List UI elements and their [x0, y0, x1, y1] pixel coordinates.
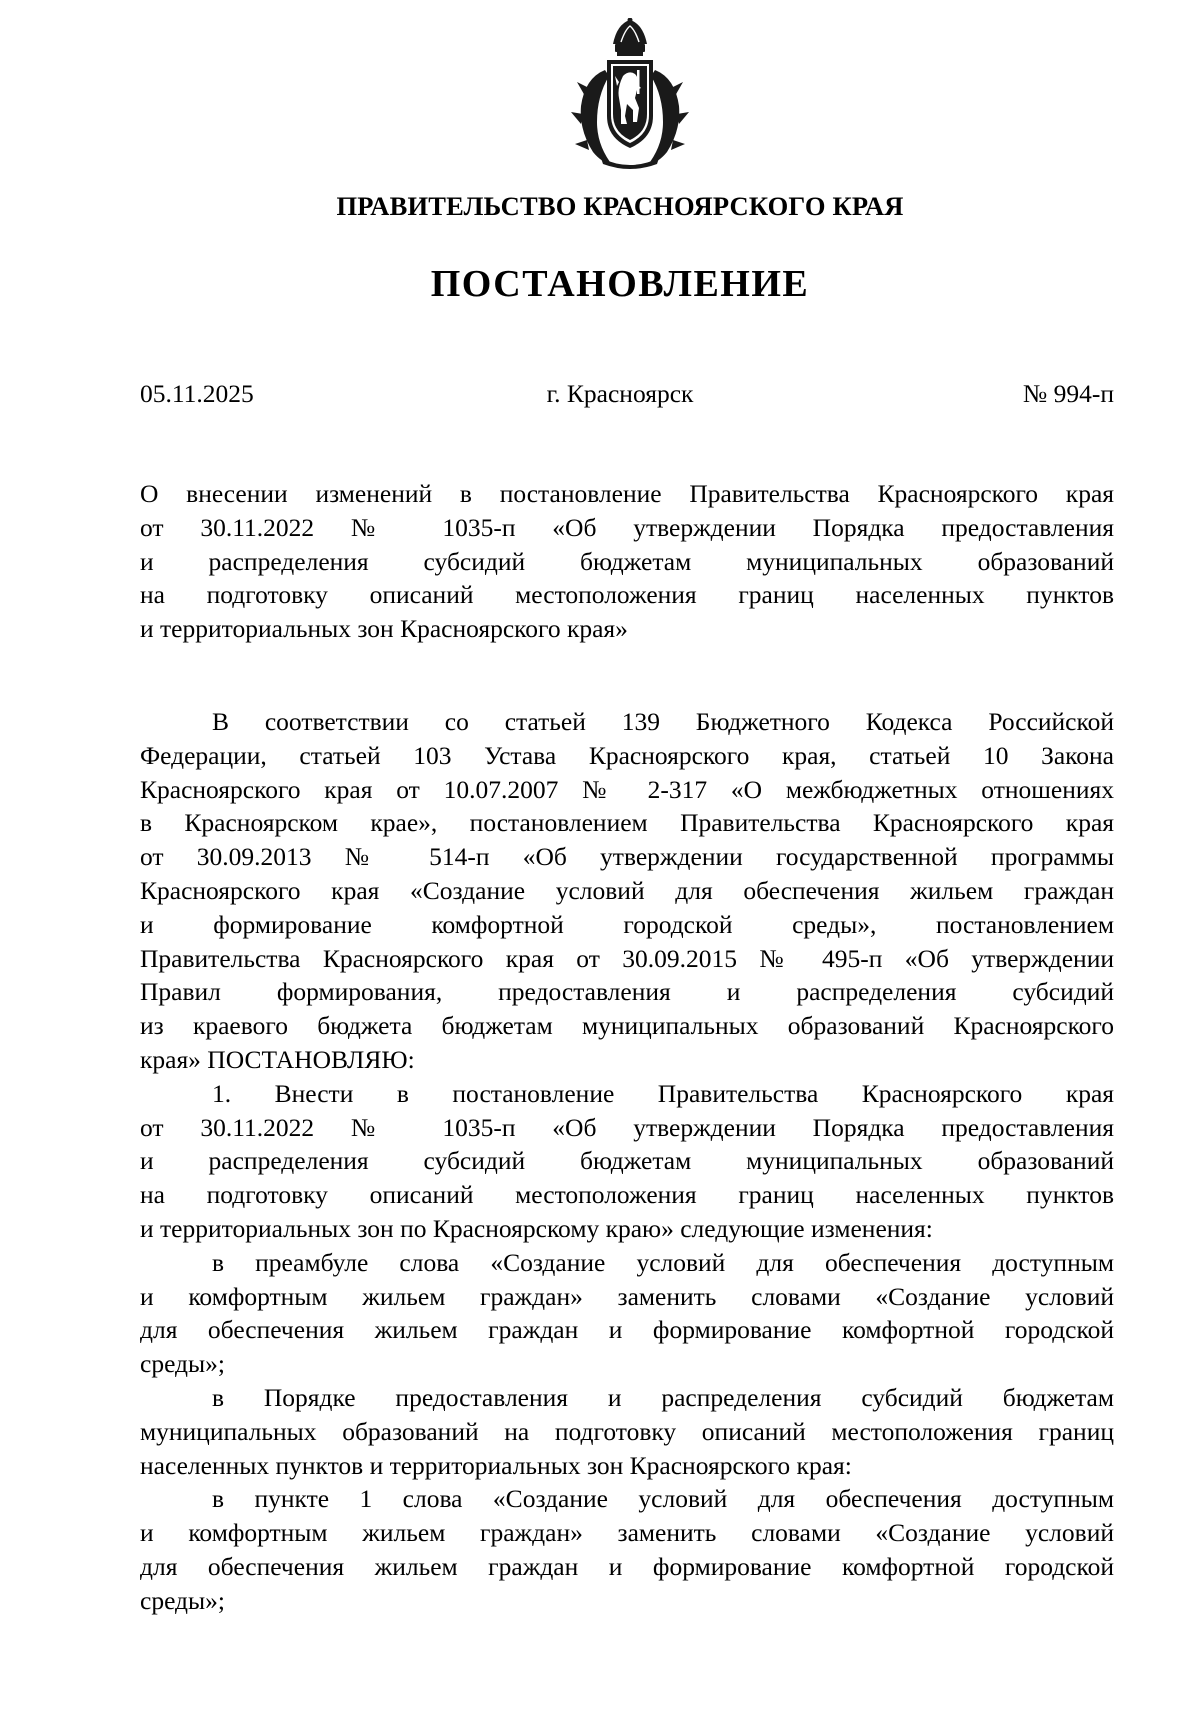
document-city: г. Красноярск	[546, 379, 694, 408]
document-title	[140, 477, 1114, 646]
body-line: Красноярского края от 10.07.2007 № 2-317 «О межбюджетных отношениях	[140, 774, 1114, 804]
body-line: для обеспечения жильем граждан и формирование комфортной городской	[140, 1315, 1114, 1345]
coat-of-arms-icon	[567, 18, 693, 172]
body-line: среды»;	[140, 1349, 225, 1379]
body-line: в пункте 1 слова «Создание условий для обеспечения доступным	[212, 1484, 1114, 1514]
body-line: от 30.11.2022 № 1035-п «Об утверждении Порядка предоставления	[140, 1112, 1114, 1142]
body-line: В соответствии со статьей 139 Бюджетного Кодекса Российской	[212, 707, 1114, 736]
body-line: и комфортным жильем граждан» заменить словами «Создание условий	[140, 1281, 1114, 1311]
body-line: в преамбуле слова «Создание условий для обеспечения доступным	[212, 1247, 1114, 1277]
body-line: в Красноярском крае», постановлением Правительства Красноярского края	[140, 808, 1114, 838]
document-type: ПОСТАНОВЛЕНИЕ	[430, 263, 810, 305]
title-line: и распределения субсидий бюджетам муниципальных образований	[140, 546, 1114, 576]
title-line: и территориальных зон Красноярского края»	[140, 614, 628, 644]
body-line: из краевого бюджета бюджетам муниципальных образований Красноярского	[140, 1011, 1114, 1041]
document-date: 05.11.2025	[140, 379, 254, 408]
body-line: муниципальных образований на подготовку описаний местоположения границ	[140, 1416, 1114, 1446]
body-line: Правил формирования, предоставления и распределения субсидий	[140, 977, 1114, 1007]
body-line: Красноярского края «Создание условий для обеспечения жильем граждан	[140, 875, 1114, 905]
body-line: 1. Внести в постановление Правительства Красноярского края	[212, 1078, 1114, 1108]
body-line: населенных пунктов и территориальных зон Красноярского края:	[140, 1450, 852, 1480]
body-line: для обеспечения жильем граждан и формирование комфортной городской	[140, 1551, 1114, 1581]
title-line: О внесении изменений в постановление Правительства Красноярского края	[140, 479, 1114, 508]
document-number: № 994-п	[1022, 379, 1114, 408]
body-line: в Порядке предоставления и распределения субсидий бюджетам	[212, 1382, 1114, 1412]
title-line: на подготовку описаний местоположения границ населенных пунктов	[140, 580, 1114, 610]
body-line: на подготовку описаний местоположения границ населенных пунктов	[140, 1180, 1114, 1210]
body-line: Федерации, статьей 103 Устава Красноярского края, статьей 10 Закона	[140, 740, 1114, 770]
organization-name: ПРАВИТЕЛЬСТВО КРАСНОЯРСКОГО КРАЯ	[336, 191, 904, 221]
document-body	[140, 705, 1114, 1618]
body-line: и комфортным жильем граждан» заменить словами «Создание условий	[140, 1518, 1114, 1548]
body-line: и распределения субсидий бюджетам муниципальных образований	[140, 1146, 1114, 1176]
title-line: от 30.11.2022 № 1035-п «Об утверждении Порядка предоставления	[140, 512, 1114, 542]
body-line: от 30.09.2013 № 514-п «Об утверждении государственной программы	[140, 842, 1114, 872]
body-line: Правительства Красноярского края от 30.09.2015 № 495-п «Об утверждении	[140, 943, 1114, 973]
body-line: и территориальных зон по Красноярскому краю» следующие изменения:	[140, 1213, 933, 1243]
body-line: края» ПОСТАНОВЛЯЮ:	[140, 1044, 415, 1074]
body-line: среды»;	[140, 1585, 225, 1615]
body-line: и формирование комфортной городской среды», постановлением	[140, 909, 1114, 939]
